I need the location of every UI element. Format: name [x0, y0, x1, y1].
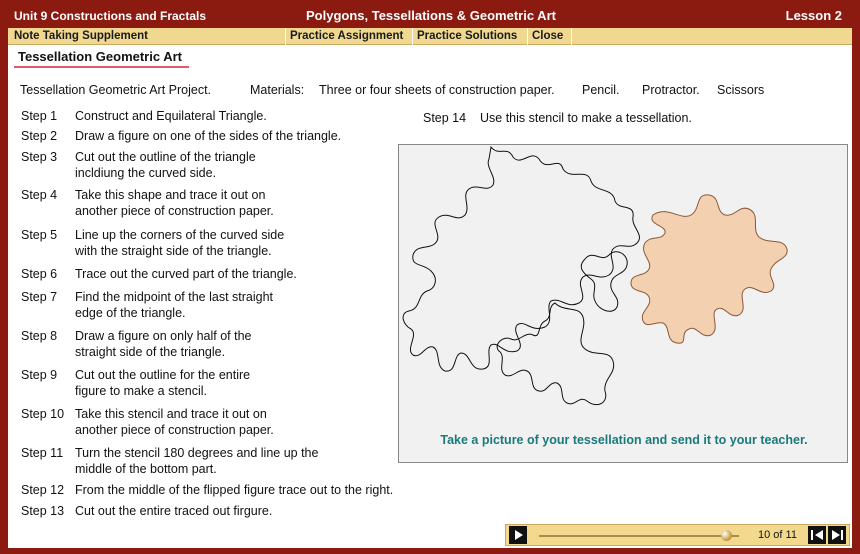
- title-underline: [14, 66, 189, 68]
- step-text: Cut out the outline for the entire: [75, 368, 251, 382]
- page-counter: 10 of 11: [758, 529, 797, 541]
- step-text: another piece of construction paper.: [75, 423, 274, 437]
- materials-label: Materials:: [250, 83, 305, 97]
- step-text: Trace out the curved part of the triangle.: [75, 267, 297, 281]
- step-text: Construct and Equilateral Triangle.: [75, 109, 267, 123]
- step-text: Take this shape and trace it out on: [75, 188, 266, 202]
- step-text: another piece of construction paper.: [75, 204, 274, 218]
- step-number: Step 3: [21, 150, 58, 164]
- step-text: straight side of the triangle.: [75, 345, 226, 359]
- menu-bar: [8, 28, 852, 45]
- step-number: Step 6: [21, 267, 58, 281]
- note-taking-supplement-link[interactable]: Note Taking Supplement: [14, 30, 148, 42]
- play-button[interactable]: [509, 526, 527, 544]
- previous-page-button[interactable]: [808, 526, 826, 544]
- progress-track[interactable]: [539, 535, 739, 537]
- step-text: Take this stencil and trace it out on: [75, 407, 267, 421]
- step-text: figure to make a stencil.: [75, 384, 208, 398]
- media-player-bar: [505, 524, 850, 546]
- material-item: Protractor.: [642, 83, 700, 97]
- panel-caption: Take a picture of your tessellation and send it to your teacher.: [440, 433, 808, 447]
- step-text: Draw a figure on only half of the: [75, 329, 252, 343]
- step-number: Step 13: [21, 504, 65, 518]
- step-number: Step 9: [21, 368, 58, 382]
- close-link[interactable]: Close: [532, 30, 564, 42]
- practice-solutions-link[interactable]: Practice Solutions: [417, 30, 518, 42]
- material-item: Pencil.: [582, 83, 620, 97]
- content-area: [8, 45, 852, 548]
- step-14: [423, 111, 692, 125]
- step-number: Step 2: [21, 129, 58, 143]
- step-number: Step 1: [21, 109, 58, 123]
- lesson-number: Lesson 2: [785, 8, 842, 23]
- step-number: Step 14: [423, 111, 467, 125]
- material-item: Scissors: [717, 83, 765, 97]
- step-number: Step 4: [21, 188, 58, 202]
- step-number: Step 5: [21, 228, 58, 242]
- title-bar: [6, 5, 854, 27]
- step-text: Draw a figure on one of the sides of the triangle.: [75, 129, 342, 143]
- step-text: with the straight side of the triangle.: [75, 244, 272, 258]
- stencil-panel: [398, 144, 848, 463]
- tessellation-outline-shape: [581, 252, 627, 312]
- step-number: Step 7: [21, 290, 58, 304]
- step-text: Line up the corners of the curved side: [75, 228, 285, 242]
- step-text: Cut out the outline of the triangle: [75, 150, 256, 164]
- project-name: Tessellation Geometric Art Project.: [20, 83, 212, 97]
- unit-title: Unit 9 Constructions and Fractals: [14, 9, 207, 23]
- next-page-button[interactable]: [828, 526, 846, 544]
- lesson-topic-title: Polygons, Tessellations & Geometric Art: [306, 8, 556, 23]
- step-text: incldiung the curved side.: [75, 166, 217, 180]
- tessellation-outline-shape: [497, 303, 614, 405]
- step-number: Step 10: [21, 407, 65, 421]
- step-text: Cut out the entire traced out firgure.: [75, 504, 273, 518]
- practice-assignment-link[interactable]: Practice Assignment: [290, 30, 404, 42]
- step-text: middle of the bottom part.: [75, 462, 217, 476]
- step-text: Turn the stencil 180 degrees and line up the: [75, 446, 319, 460]
- progress-knob[interactable]: [721, 530, 732, 541]
- menu-divider: [571, 28, 572, 45]
- step-number: Step 11: [21, 446, 64, 460]
- material-item: Three or four sheets of construction paper.: [319, 83, 555, 97]
- step-number: Step 12: [21, 483, 65, 497]
- step-text: From the middle of the flipped figure trace out to the right.: [75, 483, 394, 497]
- step-text: Use this stencil to make a tessellation.: [480, 111, 692, 125]
- step-text: edge of the triangle.: [75, 306, 186, 320]
- step-text: Find the midpoint of the last straight: [75, 290, 274, 304]
- page-title: Tessellation Geometric Art: [18, 49, 182, 64]
- tessellation-illustration: [399, 145, 849, 464]
- stencil-shape: [631, 195, 787, 343]
- step-number: Step 8: [21, 329, 58, 343]
